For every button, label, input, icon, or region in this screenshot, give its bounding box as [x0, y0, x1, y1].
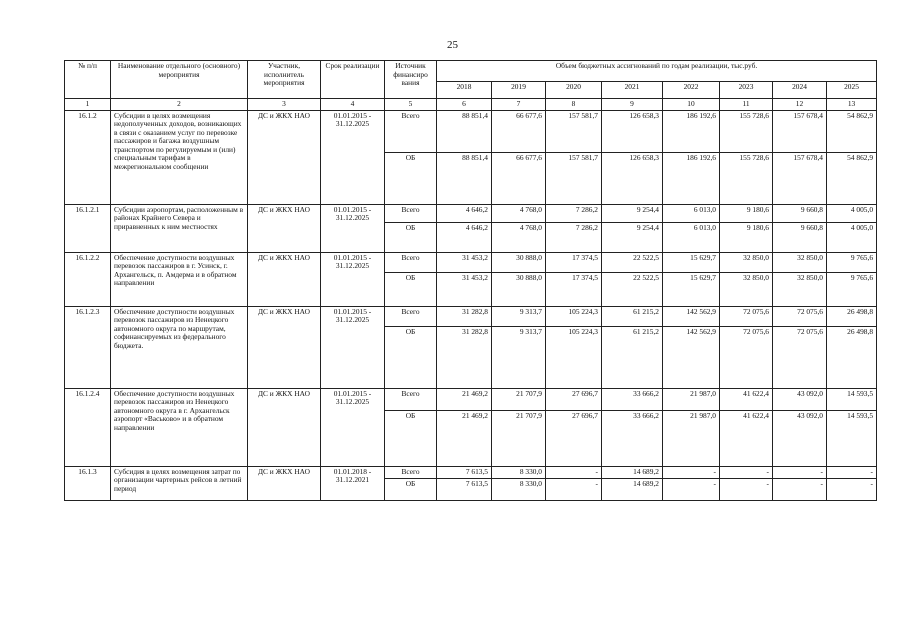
sub-value: 9 313,7 [492, 326, 546, 388]
column-number: 6 [437, 99, 492, 111]
row-number: 16.1.2.3 [65, 306, 111, 388]
row-period: 01.01.2015 - 31.12.2025 [321, 306, 385, 388]
column-number: 10 [663, 99, 720, 111]
total-value: 126 658,3 [602, 110, 663, 152]
sub-value: 21 469,2 [437, 410, 492, 466]
column-number: 3 [248, 99, 321, 111]
sub-value: 88 851,4 [437, 152, 492, 204]
total-value: 157 581,7 [546, 110, 602, 152]
sub-value: 22 522,5 [602, 272, 663, 306]
sub-value: 66 677,6 [492, 152, 546, 204]
sub-value: 30 888,0 [492, 272, 546, 306]
sub-value: 15 629,7 [663, 272, 720, 306]
source-sub-label: ОБ [385, 152, 437, 204]
total-value: 21 987,0 [663, 388, 720, 410]
total-value: 8 330,0 [492, 466, 546, 478]
sub-value: - [773, 478, 827, 500]
total-value: 142 562,9 [663, 306, 720, 326]
column-number: 13 [827, 99, 877, 111]
sub-value: 6 013,0 [663, 222, 720, 252]
row-name: Субсидии в целях возмещения недополученных доходов, возникающих в связи с оказанием услуг по перевозке пассажиров и багажа воздушным транспортом по регулируемым и (или) специальным тарифам в межрегиональном сообщении [111, 110, 248, 204]
source-total-label: Всего [385, 252, 437, 272]
total-value: 21 469,2 [437, 388, 492, 410]
sub-value: 155 728,6 [720, 152, 773, 204]
row-period: 01.01.2015 - 31.12.2025 [321, 252, 385, 306]
row-number: 16.1.2.2 [65, 252, 111, 306]
total-value: 9 254,4 [602, 204, 663, 222]
header-year: 2018 [437, 82, 492, 99]
sub-value: 9 660,8 [773, 222, 827, 252]
row-participant: ДС и ЖКХ НАО [248, 466, 321, 500]
row-participant: ДС и ЖКХ НАО [248, 388, 321, 466]
sub-value: 186 192,6 [663, 152, 720, 204]
sub-value: 21 987,0 [663, 410, 720, 466]
total-value: 14 689,2 [602, 466, 663, 478]
sub-value: 14 689,2 [602, 478, 663, 500]
source-total-label: Всего [385, 110, 437, 152]
source-sub-label: ОБ [385, 410, 437, 466]
total-value: 32 850,0 [773, 252, 827, 272]
sub-value: - [720, 478, 773, 500]
row-name: Обеспечение доступности воздушных перевозок пассажиров из Ненецкого автономного округа по маршрутам, софинансируемых из федерального бюджета. [111, 306, 248, 388]
total-value: 4 768,0 [492, 204, 546, 222]
total-value: 186 192,6 [663, 110, 720, 152]
row-number: 16.1.3 [65, 466, 111, 500]
row-name: Обеспечение доступности воздушных перевозок пассажиров из Ненецкого автономного округа в г. Архангельск аэропорт «Васьково» и в обратном направлении [111, 388, 248, 466]
total-value: 105 224,3 [546, 306, 602, 326]
column-number: 5 [385, 99, 437, 111]
header-num: № п/п [65, 61, 111, 99]
row-participant: ДС и ЖКХ НАО [248, 252, 321, 306]
row-participant: ДС и ЖКХ НАО [248, 204, 321, 252]
table-body [65, 110, 877, 500]
total-value: 7 613,5 [437, 466, 492, 478]
total-value: 31 282,8 [437, 306, 492, 326]
sub-value: 26 498,8 [827, 326, 877, 388]
total-value: - [546, 466, 602, 478]
header-year: 2021 [602, 82, 663, 99]
total-value: - [663, 466, 720, 478]
total-value: 31 453,2 [437, 252, 492, 272]
total-value: - [720, 466, 773, 478]
total-value: 155 728,6 [720, 110, 773, 152]
total-value: 15 629,7 [663, 252, 720, 272]
total-value: 4 005,0 [827, 204, 877, 222]
source-sub-label: ОБ [385, 326, 437, 388]
sub-value: 31 282,8 [437, 326, 492, 388]
page-number: 25 [447, 39, 458, 51]
sub-value: 43 092,0 [773, 410, 827, 466]
row-participant: ДС и ЖКХ НАО [248, 110, 321, 204]
sub-value: - [827, 478, 877, 500]
sub-value: 142 562,9 [663, 326, 720, 388]
sub-value: 27 696,7 [546, 410, 602, 466]
header-year: 2024 [773, 82, 827, 99]
header-year: 2022 [663, 82, 720, 99]
total-value: 157 678,4 [773, 110, 827, 152]
header-source: Источник финансиро вания [385, 61, 437, 99]
column-number: 9 [602, 99, 663, 111]
table-row [65, 388, 877, 410]
total-value: 72 075,6 [720, 306, 773, 326]
table-row [65, 252, 877, 272]
source-total-label: Всего [385, 466, 437, 478]
table-row [65, 306, 877, 326]
row-name: Субсидия в целях возмещения затрат по организации чартерных рейсов в летний период [111, 466, 248, 500]
column-number: 4 [321, 99, 385, 111]
row-number: 16.1.2 [65, 110, 111, 204]
sub-value: 157 581,7 [546, 152, 602, 204]
row-number: 16.1.2.1 [65, 204, 111, 252]
budget-table [64, 60, 877, 501]
column-number: 1 [65, 99, 111, 111]
sub-value: 4 005,0 [827, 222, 877, 252]
source-sub-label: ОБ [385, 478, 437, 500]
total-value: 21 707,9 [492, 388, 546, 410]
sub-value: 32 850,0 [720, 272, 773, 306]
header-year: 2025 [827, 82, 877, 99]
total-value: 43 092,0 [773, 388, 827, 410]
sub-value: 14 593,5 [827, 410, 877, 466]
sub-value: 7 613,5 [437, 478, 492, 500]
header-name: Наименование отдельного (основного) мероприятия [111, 61, 248, 99]
total-value: 33 666,2 [602, 388, 663, 410]
source-sub-label: ОБ [385, 272, 437, 306]
row-period: 01.01.2015 - 31.12.2025 [321, 110, 385, 204]
total-value: - [827, 466, 877, 478]
total-value: 4 646,2 [437, 204, 492, 222]
sub-value: 9 765,6 [827, 272, 877, 306]
header-period: Срок реализации [321, 61, 385, 99]
total-value: 6 013,0 [663, 204, 720, 222]
row-participant: ДС и ЖКХ НАО [248, 306, 321, 388]
header-year: 2023 [720, 82, 773, 99]
header-year: 2019 [492, 82, 546, 99]
sub-value: 9 180,6 [720, 222, 773, 252]
sub-value: 32 850,0 [773, 272, 827, 306]
source-total-label: Всего [385, 204, 437, 222]
sub-value: 31 453,2 [437, 272, 492, 306]
sub-value: - [546, 478, 602, 500]
source-total-label: Всего [385, 306, 437, 326]
header-row [65, 61, 877, 82]
total-value: 22 522,5 [602, 252, 663, 272]
sub-value: 7 286,2 [546, 222, 602, 252]
row-period: 01.01.2015 - 31.12.2025 [321, 388, 385, 466]
row-number: 16.1.2.4 [65, 388, 111, 466]
row-period: 01.01.2018 - 31.12.2021 [321, 466, 385, 500]
total-value: 17 374,5 [546, 252, 602, 272]
total-value: 54 862,9 [827, 110, 877, 152]
row-name: Обеспечение доступности воздушных перевозок пассажиров в г. Усинск, г. Архангельск, п. Амдерма и в обратном направлении [111, 252, 248, 306]
table-row [65, 110, 877, 152]
row-name: Субсидии аэропортам, расположенным в районах Крайнего Севера и приравненных к ним местностях [111, 204, 248, 252]
sub-value: 41 622,4 [720, 410, 773, 466]
row-period: 01.01.2015 - 31.12.2025 [321, 204, 385, 252]
sub-value: 4 646,2 [437, 222, 492, 252]
sub-value: 61 215,2 [602, 326, 663, 388]
table-row [65, 204, 877, 222]
sub-value: 8 330,0 [492, 478, 546, 500]
total-value: - [773, 466, 827, 478]
total-value: 72 075,6 [773, 306, 827, 326]
column-number: 7 [492, 99, 546, 111]
sub-value: 157 678,4 [773, 152, 827, 204]
sub-value: 105 224,3 [546, 326, 602, 388]
total-value: 26 498,8 [827, 306, 877, 326]
column-numbers-row [65, 99, 877, 111]
source-total-label: Всего [385, 388, 437, 410]
column-number: 12 [773, 99, 827, 111]
total-value: 32 850,0 [720, 252, 773, 272]
column-number: 11 [720, 99, 773, 111]
total-value: 14 593,5 [827, 388, 877, 410]
total-value: 88 851,4 [437, 110, 492, 152]
total-value: 9 765,6 [827, 252, 877, 272]
total-value: 9 313,7 [492, 306, 546, 326]
total-value: 41 622,4 [720, 388, 773, 410]
sub-value: 72 075,6 [720, 326, 773, 388]
column-number: 8 [546, 99, 602, 111]
sub-value: 54 862,9 [827, 152, 877, 204]
total-value: 66 677,6 [492, 110, 546, 152]
sub-value: 126 658,3 [602, 152, 663, 204]
source-sub-label: ОБ [385, 222, 437, 252]
total-value: 9 180,6 [720, 204, 773, 222]
header-year: 2020 [546, 82, 602, 99]
header-volume: Объем бюджетных ассигнований по годам реализации, тыс.руб. [437, 61, 877, 82]
sub-value: 33 666,2 [602, 410, 663, 466]
total-value: 27 696,7 [546, 388, 602, 410]
header-participant: Участник, исполнитель мероприятия [248, 61, 321, 99]
sub-value: 72 075,6 [773, 326, 827, 388]
sub-value: 21 707,9 [492, 410, 546, 466]
column-number: 2 [111, 99, 248, 111]
sub-value: 17 374,5 [546, 272, 602, 306]
sub-value: 9 254,4 [602, 222, 663, 252]
sub-value: - [663, 478, 720, 500]
table-row [65, 466, 877, 478]
total-value: 61 215,2 [602, 306, 663, 326]
total-value: 9 660,8 [773, 204, 827, 222]
sub-value: 4 768,0 [492, 222, 546, 252]
total-value: 30 888,0 [492, 252, 546, 272]
total-value: 7 286,2 [546, 204, 602, 222]
